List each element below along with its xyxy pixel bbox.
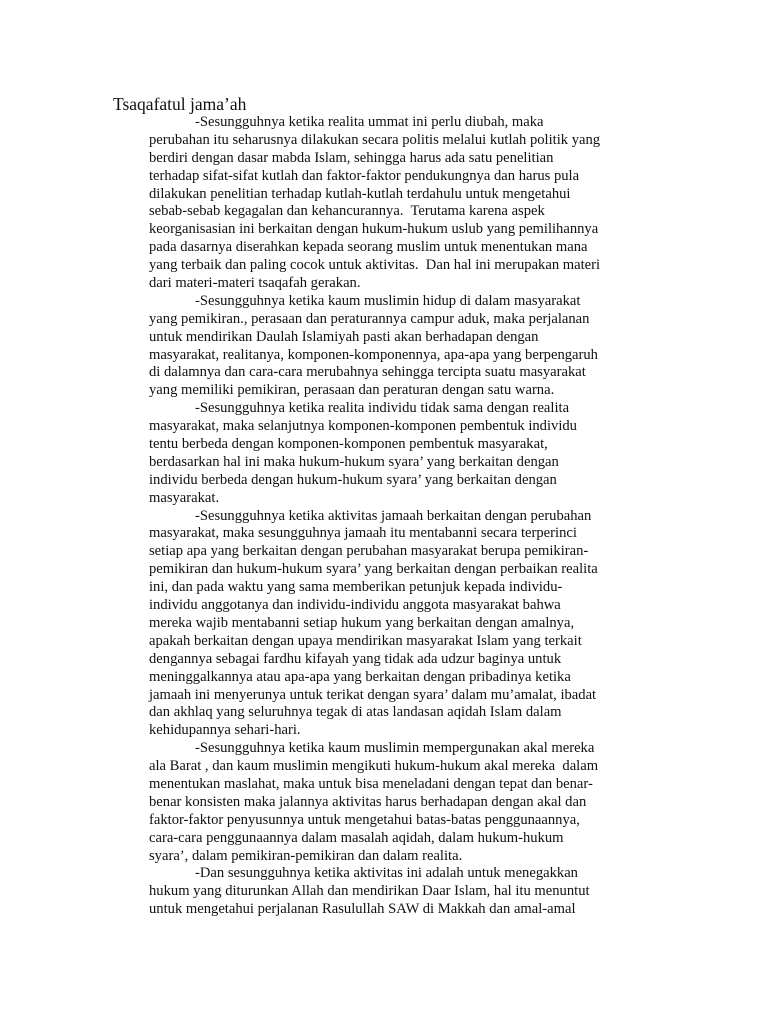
paragraph-first-line: -Sesungguhnya ketika realita individu tidak sama dengan realita: [195, 400, 570, 417]
paragraph-first-line: -Sesungguhnya ketika kaum muslimin hidup di dalam masyarakat: [195, 292, 581, 309]
text-line: dilakukan penelitian terhadap kutlah-kutlah terdahulu untuk mengetahui: [149, 185, 571, 202]
text-line: untuk mendirikan Daulah Islamiyah pasti akan berhadapan dengan: [149, 328, 539, 345]
text-line: meninggalkannya atau apa-apa yang berkaitan dengan pribadinya ketika: [149, 668, 571, 685]
text-line: ala Barat , dan kaum muslimin mengikuti hukum-hukum akal mereka dalam: [149, 758, 599, 775]
text-line: keorganisasian ini berkaitan dengan hukum-hukum uslub yang pemilihannya: [149, 221, 599, 238]
text-line: pemikiran dan hukum-hukum syara’ yang berkaitan dengan perbaikan realita: [149, 561, 598, 578]
paragraph-first-line: -Sesungguhnya ketika realita ummat ini perlu diubah, maka: [195, 114, 544, 130]
text-line: hukum yang diturunkan Allah dan mendirikan Daar Islam, hal itu menuntut: [149, 883, 590, 900]
text-line: faktor-faktor penyusunnya untuk mengetahui batas-batas penggunaannya,: [149, 811, 580, 828]
text-line: apakah berkaitan dengan upaya mendirikan masyarakat Islam yang terkait: [149, 632, 582, 649]
text-line: pada dasarnya diserahkan kepada seorang muslim untuk menentukan mana: [149, 239, 588, 256]
document-body: [149, 114, 629, 919]
text-line: menentukan maslahat, maka untuk bisa meneladani dengan tepat dan benar-: [149, 775, 593, 792]
text-line: dan akhlaq yang seluruhnya tegak di atas landasan aqidah Islam dalam: [149, 704, 562, 721]
text-line: masyarakat, maka sesungguhnya jamaah itu mentabanni secara terperinci: [149, 525, 577, 542]
text-line: untuk mengetahui perjalanan Rasulullah SAW di Makkah dan amal-amal: [149, 901, 576, 918]
document-title: Tsaqafatul jama’ah: [113, 94, 247, 114]
text-line: cara-cara penggunaannya dalam masalah aqidah, dalam hukum-hukum: [149, 829, 564, 846]
text-line: kehidupannya sehari-hari.: [149, 722, 301, 739]
paragraph-first-line: -Sesungguhnya ketika kaum muslimin mempergunakan akal mereka: [195, 740, 595, 757]
text-line: masyarakat, realitanya, komponen-komponennya, apa-apa yang berpengaruh: [149, 346, 598, 363]
text-line: individu anggotanya dan individu-individu anggota masyarakat bahwa: [149, 597, 561, 614]
text-line: tentu berbeda dengan komponen-komponen pembentuk masyarakat,: [149, 436, 548, 453]
text-line: berdasarkan hal ini maka hukum-hukum syara’ yang berkaitan dengan: [149, 453, 559, 470]
text-line: terhadap sifat-sifat kutlah dan faktor-faktor pendukungnya dan harus pula: [149, 167, 580, 184]
text-line: syara’, dalam pemikiran-pemikiran dan dalam realita.: [149, 847, 463, 864]
paragraph-first-line: -Sesungguhnya ketika aktivitas jamaah berkaitan dengan perubahan: [195, 507, 592, 524]
text-line: ini, dan pada waktu yang sama memberikan petunjuk kepada individu-: [149, 579, 563, 596]
text-line: dari materi-materi tsaqafah gerakan.: [149, 275, 361, 292]
text-line: yang pemikiran., perasaan dan peraturannya campur aduk, maka perjalanan: [149, 310, 590, 327]
text-line: jamaah ini menyerunya untuk terikat dengan syara’ dalam mu’amalat, ibadat: [149, 686, 597, 703]
text-line: sebab-sebab kegagalan dan kehancurannya. Terutama karena aspek: [149, 203, 545, 220]
text-line: yang terbaik dan paling cocok untuk aktivitas. Dan hal ini merupakan materi: [149, 257, 601, 274]
text-line: masyarakat, maka selanjutnya komponen-komponen pembentuk individu: [149, 418, 577, 435]
paragraph-first-line: -Dan sesungguhnya ketika aktivitas ini adalah untuk menegakkan: [195, 865, 578, 882]
text-line: masyarakat.: [149, 489, 220, 506]
text-line: benar konsisten maka jalannya aktivitas harus berhadapan dengan akal dan: [149, 793, 587, 810]
text-line: individu berbeda dengan hukum-hukum syara’ yang berkaitan dengan: [149, 471, 557, 488]
text-line: setiap apa yang berkaitan dengan perubahan masyarakat berupa pemikiran-: [149, 543, 589, 560]
text-line: yang memiliki pemikiran, perasaan dan peraturan dengan satu warna.: [149, 382, 555, 399]
text-line: di dalamnya dan cara-cara merubahnya sehingga tercipta suatu masyarakat: [149, 364, 586, 381]
text-line: dengannya sebagai fardhu kifayah yang tidak ada udzur baginya untuk: [149, 650, 562, 667]
text-line: mereka wajib mentabanni setiap hukum yang berkaitan dengan amalnya,: [149, 614, 575, 631]
text-line: berdiri dengan dasar mabda Islam, sehingga harus ada satu penelitian: [149, 149, 554, 166]
text-line: perubahan itu seharusnya dilakukan secara politis melalui kutlah politik yang: [149, 131, 601, 148]
